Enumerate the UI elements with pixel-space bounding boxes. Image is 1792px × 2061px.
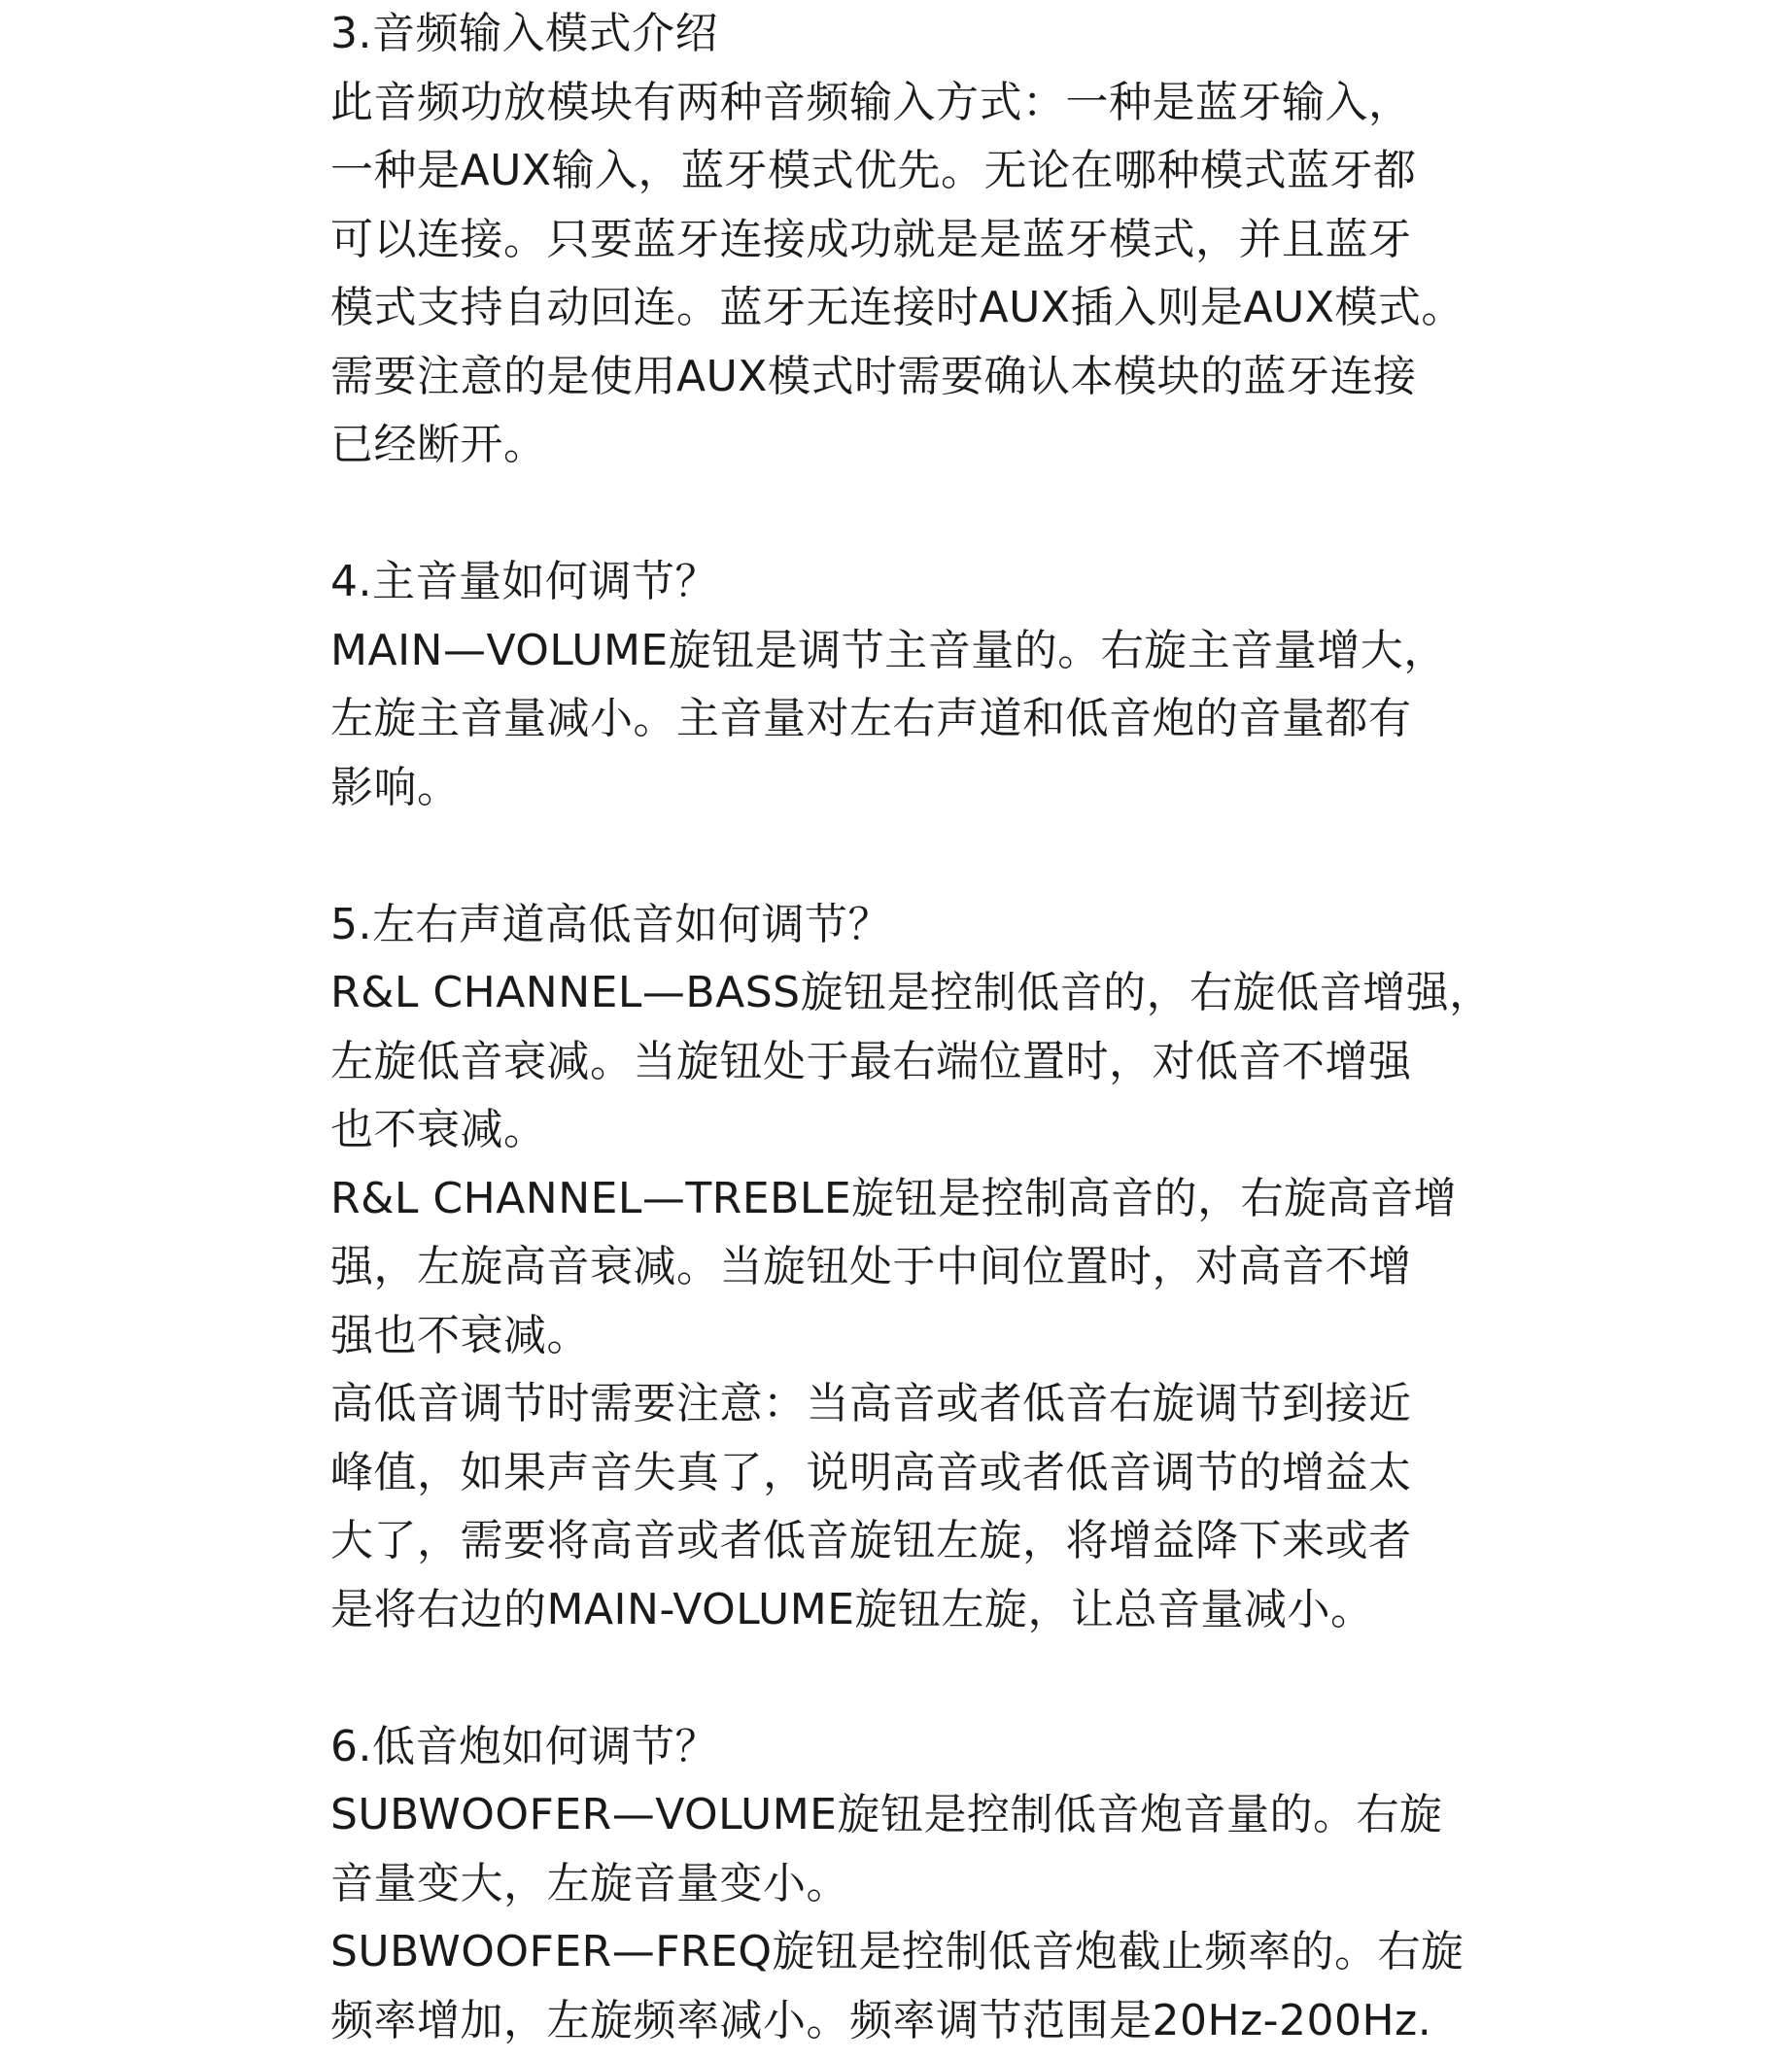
section-heading: 3.音频输入模式介绍 bbox=[330, 9, 718, 58]
text-line: 影响。 bbox=[330, 762, 461, 812]
text-line: 大了，需要将高音或者低音旋钮左旋，将增益降下来或者 bbox=[330, 1516, 1412, 1565]
text-line: 此音频功放模块有两种音频输入方式：一种是蓝牙输入， bbox=[330, 77, 1412, 127]
section-main-volume bbox=[330, 548, 1516, 822]
text-line: 已经断开。 bbox=[330, 420, 547, 469]
text-line: 也不衰减。 bbox=[330, 1105, 547, 1154]
section-heading: 4.主音量如何调节？ bbox=[330, 557, 718, 606]
blank-line bbox=[330, 1644, 1516, 1713]
section-subwoofer bbox=[330, 1713, 1516, 2056]
text-line: 一种是AUX输入，蓝牙模式优先。无论在哪种模式蓝牙都 bbox=[330, 146, 1417, 195]
paragraph-treble bbox=[330, 1165, 1516, 1371]
text-line: 模式支持自动回连。蓝牙无连接时AUX插入则是AUX模式。 bbox=[330, 283, 1465, 332]
section-heading: 5.左右声道高低音如何调节？ bbox=[330, 899, 891, 949]
text-line: 频率增加，左旋频率减小。频率调节范围是20Hz-200Hz. bbox=[330, 1995, 1432, 2045]
text-line: 左旋低音衰减。当旋钮处于最右端位置时，对低音不增强 bbox=[330, 1036, 1412, 1086]
paragraph bbox=[330, 69, 1516, 480]
section-heading: 6.低音炮如何调节？ bbox=[330, 1721, 718, 1771]
section-audio-input-mode bbox=[330, 0, 1516, 480]
text-line: 高低音调节时需要注意：当高音或者低音右旋调节到接近 bbox=[330, 1379, 1412, 1428]
text-line: 需要注意的是使用AUX模式时需要确认本模块的蓝牙连接 bbox=[330, 351, 1417, 401]
paragraph bbox=[330, 617, 1516, 823]
paragraph-sub-volume bbox=[330, 1781, 1516, 1918]
paragraph-sub-freq bbox=[330, 1918, 1516, 2055]
text-line: MAIN—VOLUME旋钮是调节主音量的。右旋主音量增大， bbox=[330, 625, 1447, 675]
document-body bbox=[330, 0, 1516, 2055]
text-line: R&L CHANNEL—TREBLE旋钮是控制高音的，右旋高音增 bbox=[330, 1173, 1458, 1223]
text-line: SUBWOOFER—FREQ旋钮是控制低音炮截止频率的。右旋 bbox=[330, 1927, 1465, 1976]
text-line: 可以连接。只要蓝牙连接成功就是是蓝牙模式，并且蓝牙 bbox=[330, 214, 1412, 264]
text-line: 强也不衰减。 bbox=[330, 1310, 590, 1360]
text-line: SUBWOOFER—VOLUME旋钮是控制低音炮音量的。右旋 bbox=[330, 1790, 1443, 1839]
text-line: 音量变大，左旋音量变小。 bbox=[330, 1858, 849, 1908]
text-line: 是将右边的MAIN-VOLUME旋钮左旋，让总音量减小。 bbox=[330, 1584, 1374, 1634]
text-line: 左旋主音量减小。主音量对左右声道和低音炮的音量都有 bbox=[330, 694, 1412, 743]
paragraph-bass bbox=[330, 959, 1516, 1165]
section-channel-bass-treble bbox=[330, 891, 1516, 1645]
blank-line bbox=[330, 822, 1516, 891]
paragraph-note bbox=[330, 1370, 1516, 1644]
text-line: 强，左旋高音衰减。当旋钮处于中间位置时，对高音不增 bbox=[330, 1242, 1412, 1291]
blank-line bbox=[330, 480, 1516, 549]
text-line: 峰值，如果声音失真了，说明高音或者低音调节的增益太 bbox=[330, 1447, 1412, 1497]
text-line: R&L CHANNEL—BASS旋钮是控制低音的，右旋低音增强， bbox=[330, 968, 1493, 1017]
